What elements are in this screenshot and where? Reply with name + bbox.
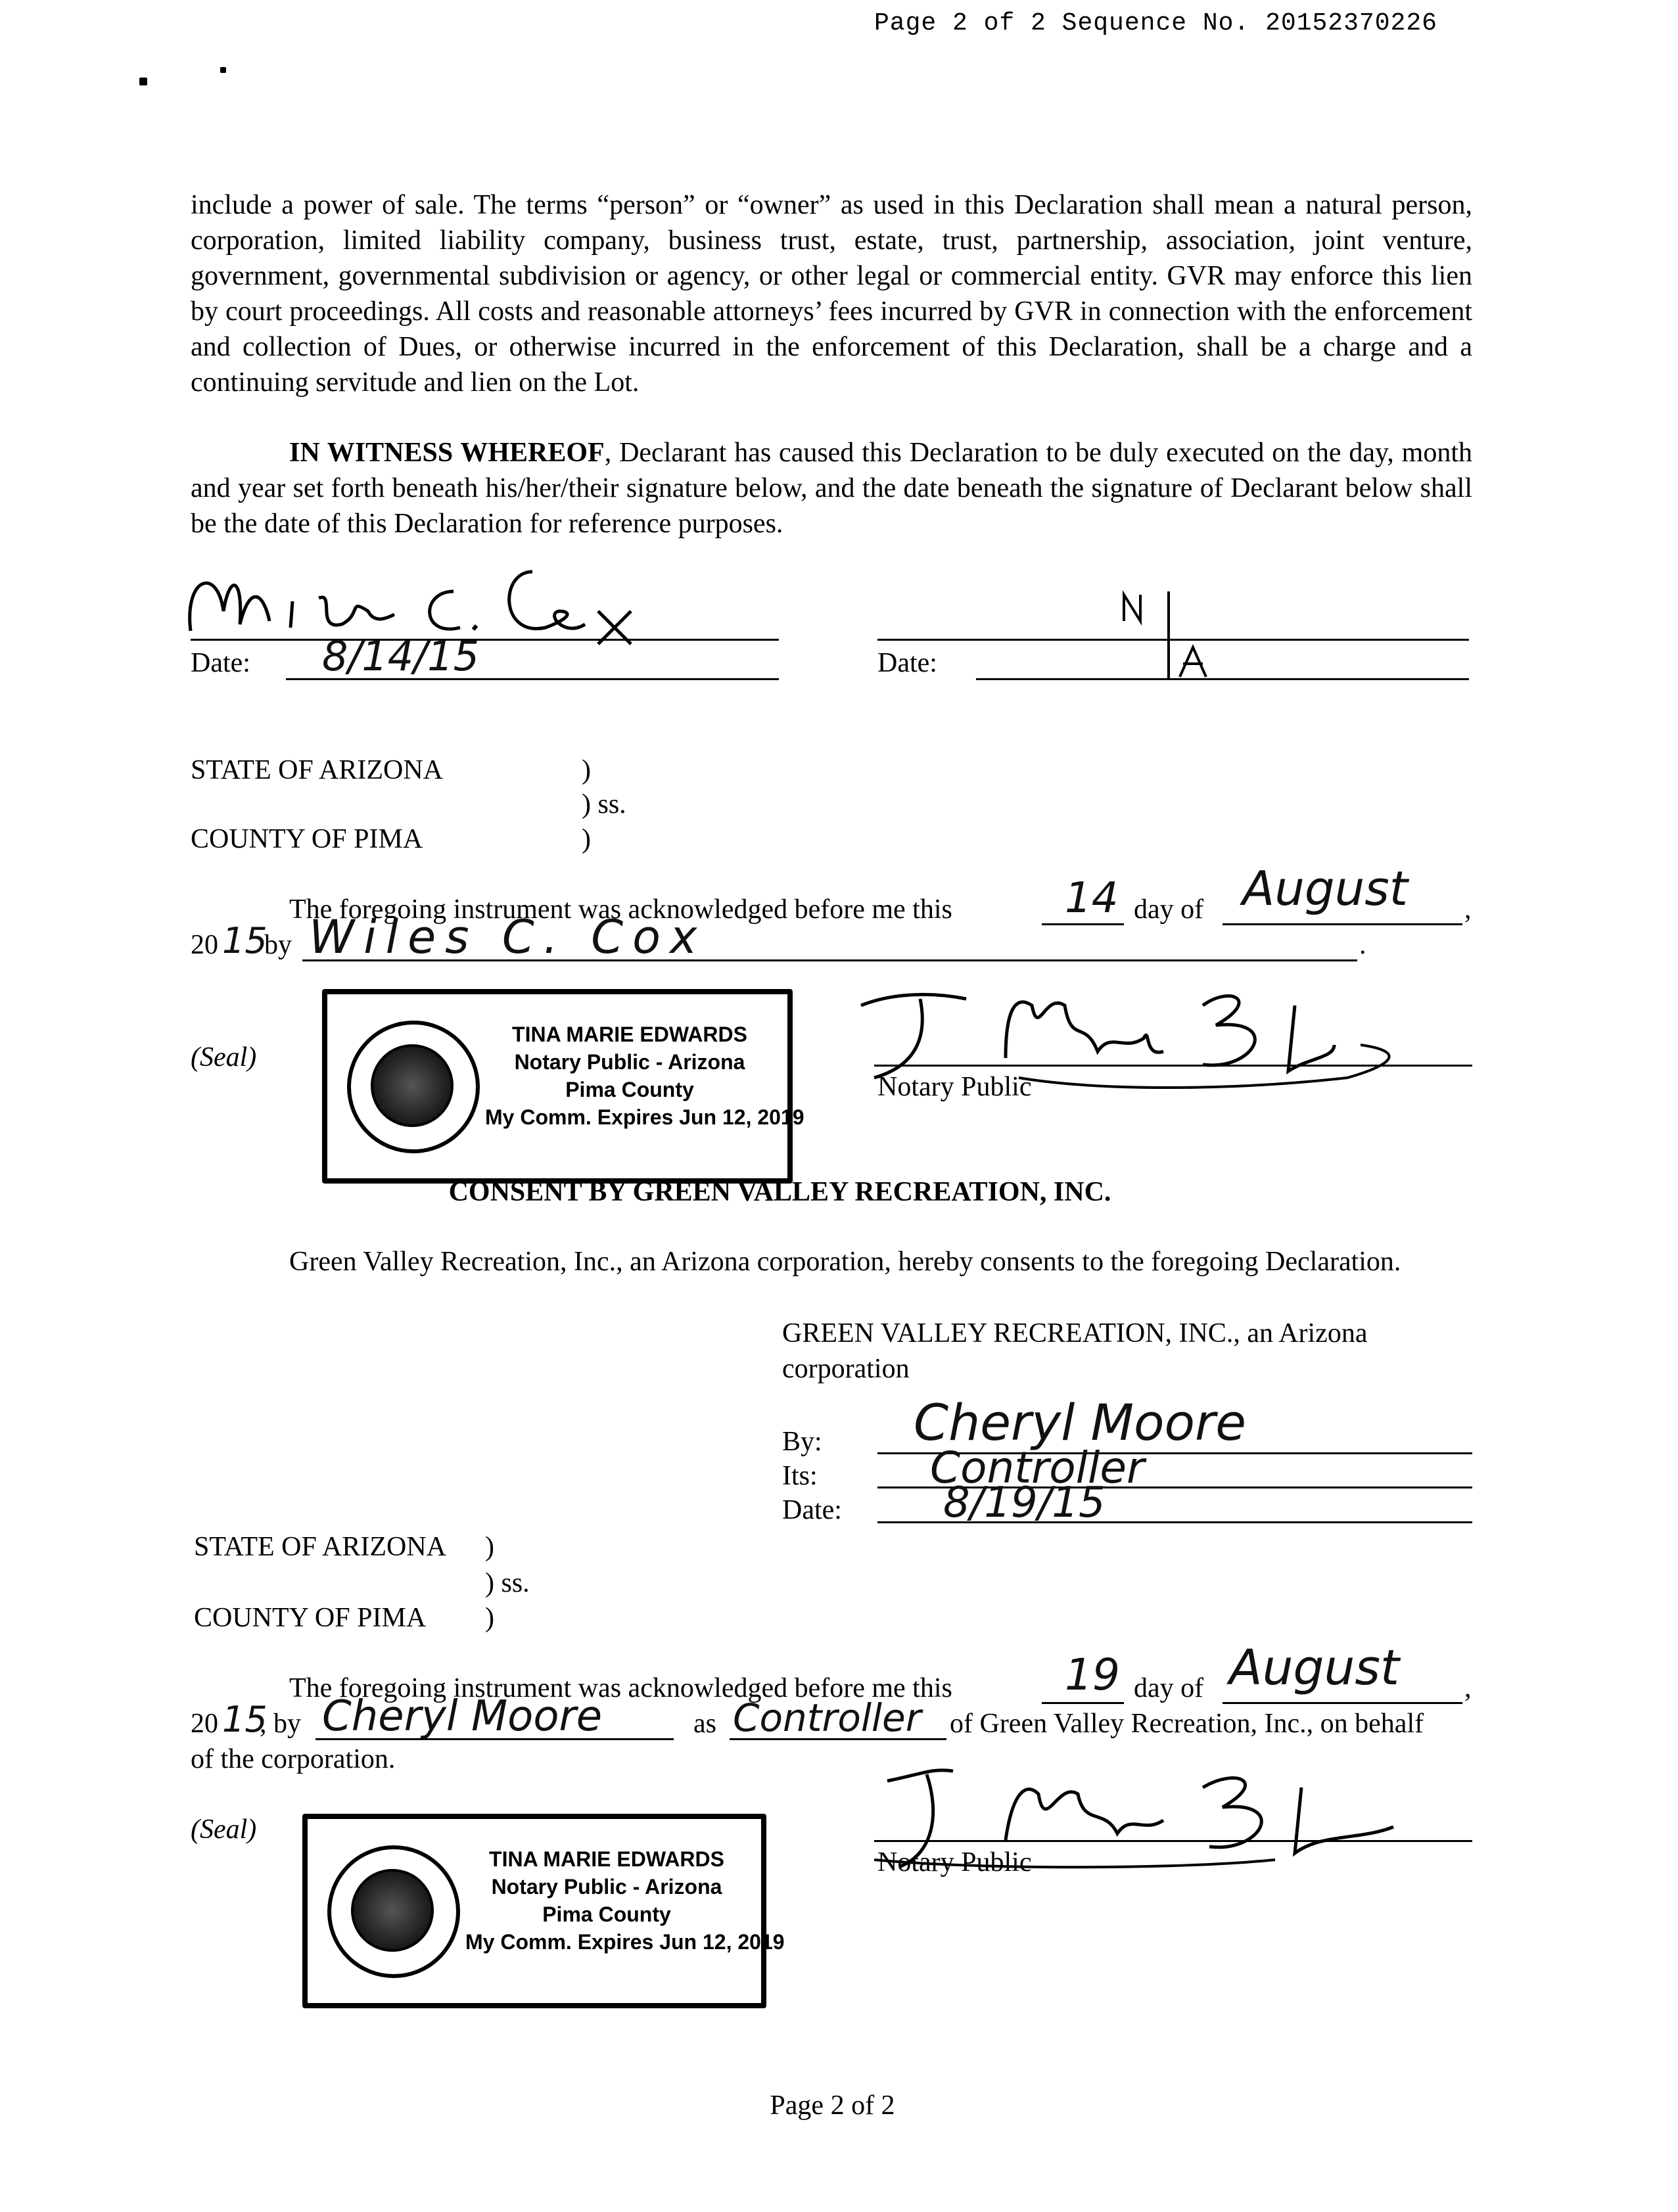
ack1-month-line — [1223, 923, 1462, 925]
notary-stamp-name: TINA MARIE EDWARDS — [489, 1847, 724, 1871]
ack2-name: Cheryl Moore — [322, 1692, 603, 1741]
by-label: By: — [782, 1427, 822, 1457]
state-seal-emblem — [347, 1021, 480, 1153]
consent-heading: CONSENT BY GREEN VALLEY RECREATION, INC. — [448, 1177, 1111, 1207]
consent-paragraph: Green Valley Recreation, Inc., an Arizona corporation, hereby consents to the foregoing Declaration. — [289, 1247, 1401, 1277]
ack1-day-line — [1042, 923, 1124, 925]
ack2-tail: of Green Valley Recreation, Inc., on behalf — [950, 1709, 1424, 1739]
ack1-name: Wiles C. Cox — [309, 910, 707, 964]
seal-label-2: (Seal) — [191, 1814, 257, 1845]
declarant-date-value: 8/14/15 — [322, 632, 480, 680]
notary-stamp-name: TINA MARIE EDWARDS — [512, 1023, 747, 1046]
ack1-comma: , — [1464, 894, 1472, 925]
date-label: Date: — [191, 648, 250, 678]
witness-rest: , Declarant has caused this Declaration to be duly executed on the day, month and year set forth beneath his/her/their signature below, and the date beneath the signature of Declarant below shall be the date of this Declaration for reference purposes. — [191, 438, 1473, 539]
county-of-pima: COUNTY OF PIMA — [191, 824, 423, 854]
ack2-title-line — [730, 1738, 946, 1740]
ack2-name-line — [315, 1738, 674, 1740]
ack1-year: 15 — [222, 920, 268, 961]
venue-paren: ) — [582, 755, 591, 785]
ack1-year-prefix: 20 — [191, 930, 218, 960]
ack2-by: , by — [260, 1709, 301, 1739]
ack1-period: . — [1359, 930, 1366, 960]
corp-date-line — [877, 1521, 1472, 1523]
ack2-day-line — [1042, 1702, 1124, 1704]
second-signature-line — [877, 639, 1469, 641]
corp-date-label: Date: — [782, 1495, 842, 1525]
notary-stamp-title: Notary Public - Arizona — [491, 1875, 722, 1899]
second-signature-na — [1111, 582, 1216, 680]
sequence-header: Page 2 of 2 Sequence No. 20152370226 — [874, 9, 1437, 37]
its-value: Controller — [930, 1442, 1145, 1493]
notary-stamp-county: Pima County — [565, 1078, 694, 1101]
ack2-comma: , — [1464, 1673, 1472, 1703]
ack2-tail2: of the corporation. — [191, 1744, 396, 1774]
ack2-day: 19 — [1065, 1649, 1120, 1700]
ack1-text: The foregoing instrument was acknowledged before me this — [289, 894, 952, 925]
ack2-month: August — [1229, 1640, 1399, 1696]
notary-stamp-county: Pima County — [542, 1902, 671, 1926]
by-signature: Cheryl Moore — [914, 1393, 1247, 1452]
notary-stamp-2 — [302, 1814, 785, 2008]
ack2-month-line — [1223, 1702, 1462, 1704]
state-of-arizona-2: STATE OF ARIZONA — [194, 1532, 446, 1562]
ack2-year-prefix: 20 — [191, 1709, 218, 1739]
venue-ss-2: ) ss. — [485, 1568, 530, 1598]
its-label: Its: — [782, 1461, 818, 1491]
notary-public-label: Notary Public — [877, 1072, 1032, 1102]
ack2-title: Controller — [733, 1695, 921, 1740]
ack1-day: 14 — [1065, 874, 1119, 923]
corp-date-value: 8/19/15 — [943, 1479, 1106, 1527]
ack1-day-of: day of — [1134, 894, 1204, 925]
ack1-name-line — [302, 959, 1357, 961]
notary-signature-line-2 — [874, 1840, 1472, 1842]
venue-paren: ) — [582, 824, 591, 854]
state-of-arizona: STATE OF ARIZONA — [191, 755, 443, 785]
ack1-by: by — [264, 930, 292, 960]
scan-mark — [139, 78, 147, 85]
declarant-signature-line — [191, 639, 779, 641]
second-date-line — [976, 678, 1469, 680]
declarant-date-line — [286, 678, 779, 680]
date-label-2: Date: — [877, 648, 937, 678]
state-seal-emblem — [327, 1845, 460, 1978]
page-footer: Page 2 of 2 — [770, 2090, 895, 2121]
lien-paragraph: include a power of sale. The terms “person” or “owner” as used in this Declaration shall mean a natural person, corporation, limited liability company, business trust, estate, trust, partnership, association, joint venture, government, governmental subdivision or agency, or other legal or commercial entity. GVR may enforce this lien by court proceedings. All costs and reasonable attorneys’ fees incurred by GVR in connection with the enforcement and collection of Dues, or otherwise incurred in the enforcement of this Declaration, shall be a charge and a continuing servitude and lien on the Lot. — [191, 190, 1472, 398]
notary-stamp-expiry: My Comm. Expires Jun 12, 2019 — [485, 1105, 804, 1129]
witness-lead: IN WITNESS WHEREOF — [289, 438, 605, 468]
notary-signature-line — [874, 1065, 1472, 1067]
county-of-pima-2: COUNTY OF PIMA — [194, 1603, 427, 1633]
notary-stamp-expiry: My Comm. Expires Jun 12, 2019 — [465, 1930, 785, 1954]
ack2-day-of: day of — [1134, 1673, 1204, 1703]
scan-mark — [220, 67, 226, 73]
notary-stamp-title: Notary Public - Arizona — [514, 1050, 745, 1074]
notary-public-label-2: Notary Public — [877, 1847, 1032, 1878]
seal-label: (Seal) — [191, 1042, 257, 1072]
ack1-month: August — [1242, 861, 1408, 916]
corp-name-line1: GREEN VALLEY RECREATION, INC., an Arizona — [782, 1318, 1368, 1348]
venue-paren-2: ) — [485, 1532, 494, 1562]
notary-stamp — [322, 989, 804, 1184]
venue-ss: ) ss. — [582, 789, 626, 819]
ack2-year: 15 — [222, 1699, 268, 1740]
witness-paragraph — [191, 435, 1472, 541]
corp-name-line2: corporation — [782, 1354, 910, 1384]
venue-paren-2: ) — [485, 1603, 494, 1633]
ack2-text: The foregoing instrument was acknowledged before me this — [289, 1673, 952, 1703]
ack2-as: as — [693, 1709, 716, 1739]
